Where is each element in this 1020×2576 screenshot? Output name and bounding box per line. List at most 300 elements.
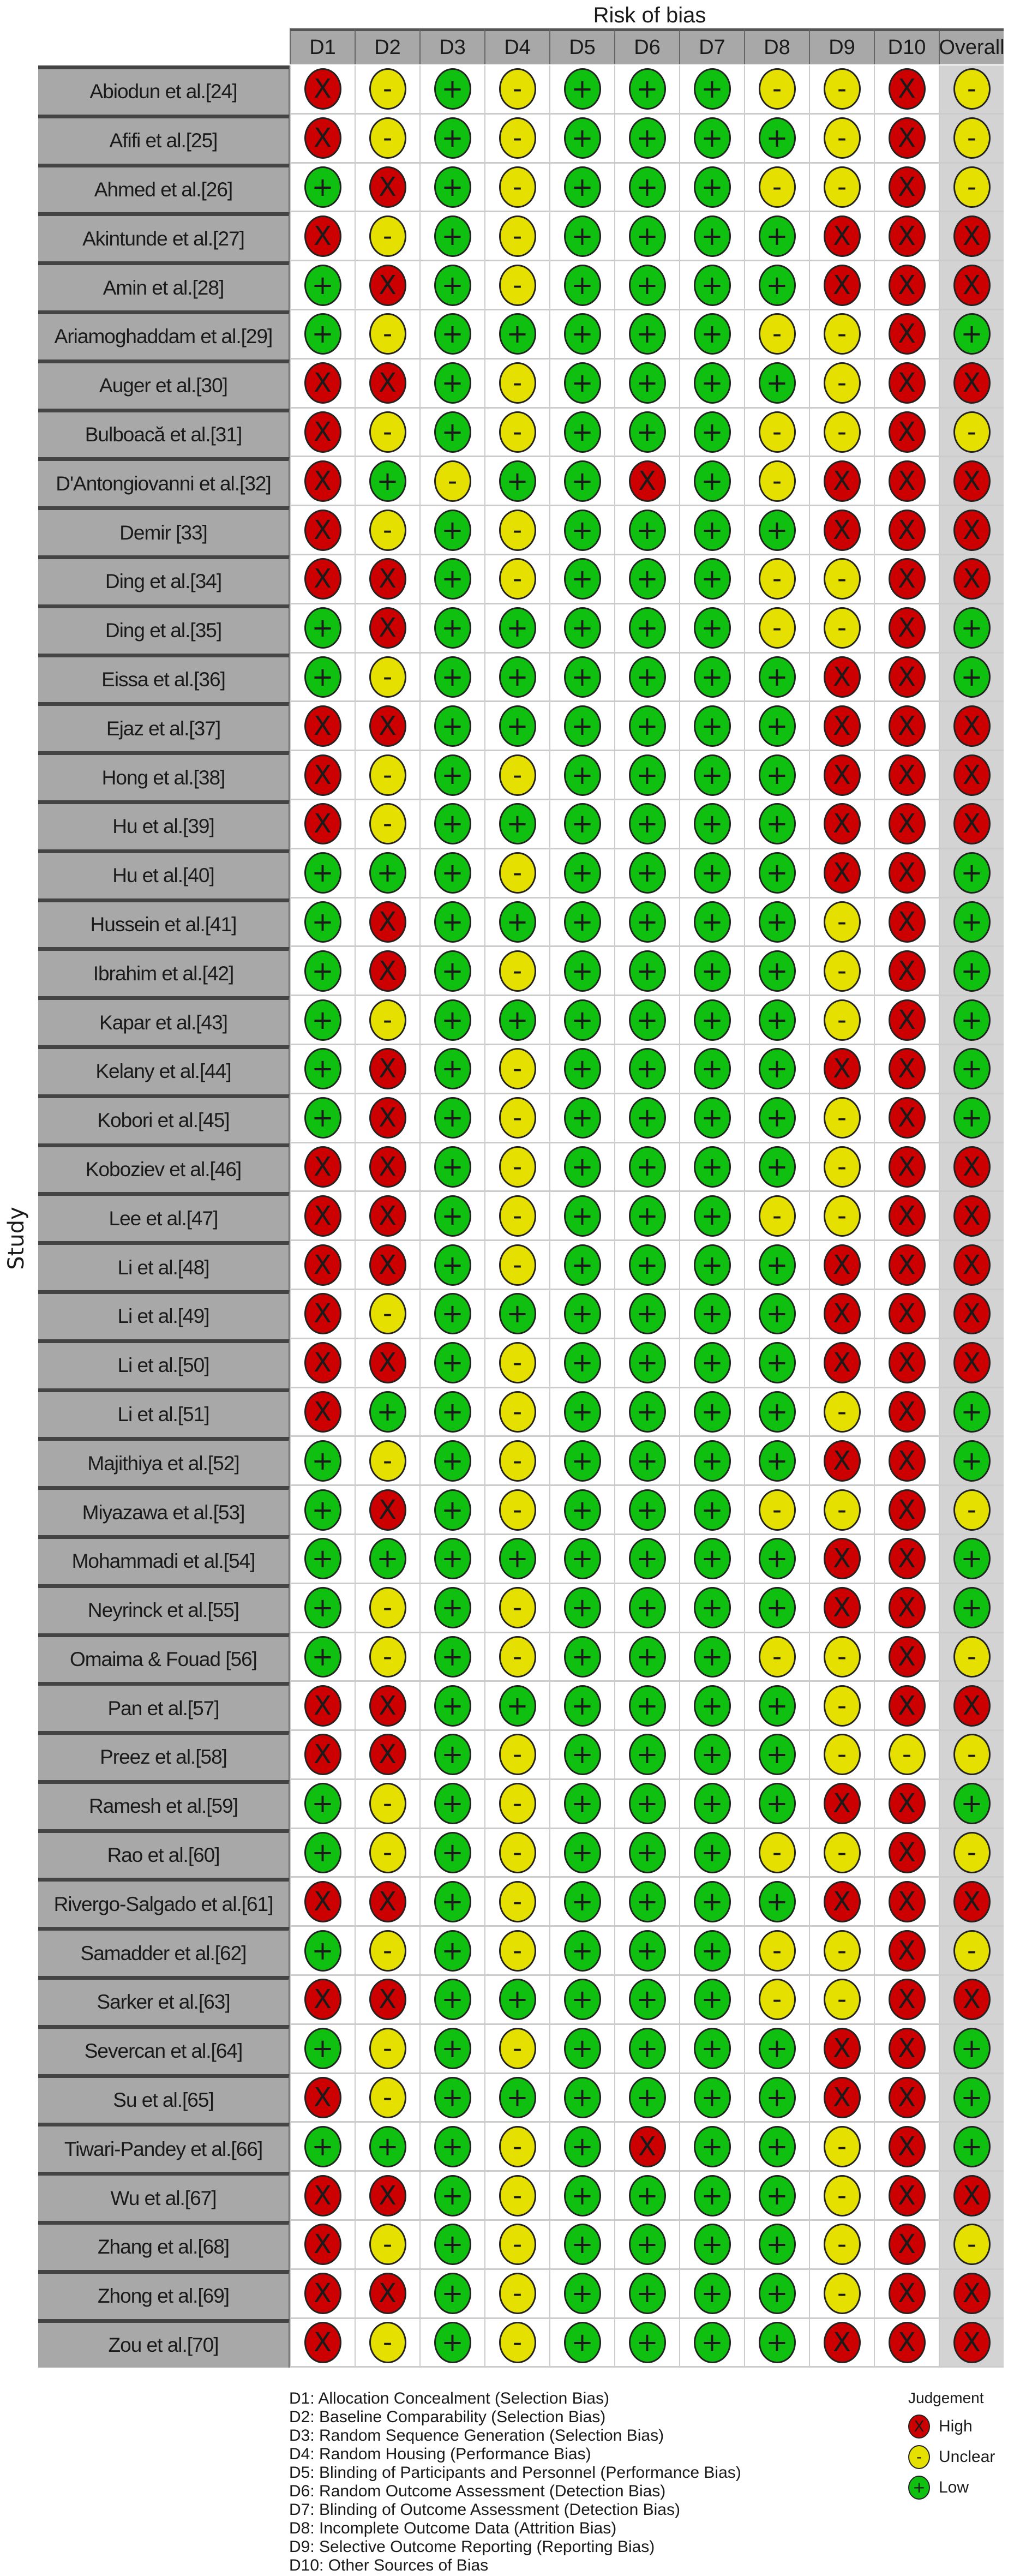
judgement-cell <box>809 1437 874 1486</box>
high-risk-icon: X <box>369 705 406 747</box>
judgement-cell <box>679 702 744 751</box>
judgement-cell <box>355 2319 419 2368</box>
column-header-d4: D4 <box>484 28 549 64</box>
judgement-cell <box>679 1045 744 1094</box>
judgement-cell <box>874 1388 939 1437</box>
judgement-legend-item-unclear <box>908 2445 995 2469</box>
study-row <box>38 555 1004 604</box>
judgement-cell <box>874 1192 939 1241</box>
judgement-cell <box>355 2172 419 2221</box>
judgement-cell <box>809 1045 874 1094</box>
judgement-cell <box>874 115 939 164</box>
low-risk-icon: + <box>629 901 666 943</box>
judgement-cell <box>290 1878 355 1927</box>
low-risk-icon: + <box>759 1685 796 1727</box>
low-risk-icon: + <box>434 1391 471 1433</box>
judgement-cell <box>290 1731 355 1780</box>
low-risk-icon: + <box>759 215 796 257</box>
judgement-cell <box>549 1486 614 1535</box>
domain-legend-item: D6: Random Outcome Assessment (Detection Bias) <box>289 2482 666 2500</box>
low-risk-icon: + <box>434 265 471 306</box>
judgement-cell <box>419 555 484 604</box>
unclear-risk-icon: - <box>499 1489 536 1531</box>
unclear-risk-icon: - <box>499 1146 536 1188</box>
judgement-cell <box>355 1682 419 1731</box>
high-risk-icon: X <box>889 1489 926 1531</box>
judgement-cell <box>290 1094 355 1143</box>
low-risk-icon: + <box>694 460 731 502</box>
judgement-cell <box>419 1927 484 1976</box>
judgement-cell <box>809 1486 874 1535</box>
high-risk-icon: X <box>369 1685 406 1727</box>
unclear-risk-icon: - <box>499 1097 536 1139</box>
judgement-cell <box>419 2172 484 2221</box>
judgement-cell <box>744 1437 809 1486</box>
low-risk-icon: + <box>953 852 991 894</box>
judgement-cell <box>939 849 1004 898</box>
low-risk-icon: + <box>759 1587 796 1628</box>
judgement-cell <box>874 2319 939 2368</box>
unclear-risk-icon: - <box>369 2322 406 2363</box>
unclear-risk-icon: - <box>759 1195 796 1237</box>
low-risk-icon: + <box>629 1293 666 1334</box>
low-risk-icon: + <box>629 1832 666 1873</box>
judgement-cell <box>679 115 744 164</box>
high-risk-icon: X <box>304 2322 341 2363</box>
low-risk-icon: + <box>564 705 601 747</box>
low-risk-icon: + <box>564 2126 601 2167</box>
judgement-cell <box>549 2025 614 2074</box>
judgement-cell <box>874 898 939 948</box>
high-risk-icon: X <box>369 1097 406 1139</box>
judgement-cell <box>874 1927 939 1976</box>
judgement-cell <box>290 604 355 654</box>
judgement-cell <box>744 654 809 703</box>
high-risk-icon: X <box>889 1930 926 1972</box>
judgement-legend-item-low <box>908 2476 995 2500</box>
low-risk-icon: + <box>694 1783 731 1824</box>
study-row <box>38 2270 1004 2319</box>
judgement-cell <box>679 212 744 261</box>
judgement-cell <box>874 702 939 751</box>
high-risk-icon: X <box>889 1293 926 1334</box>
low-risk-icon: + <box>499 901 536 943</box>
high-risk-icon: X <box>824 510 861 551</box>
low-risk-icon: + <box>759 1440 796 1482</box>
judgement-cell <box>355 654 419 703</box>
study-row <box>38 2123 1004 2172</box>
low-risk-icon: + <box>694 1391 731 1433</box>
judgement-cell <box>679 1829 744 1878</box>
study-row <box>38 506 1004 555</box>
unclear-risk-icon: - <box>824 1195 861 1237</box>
judgement-cell <box>939 457 1004 506</box>
judgement-cell <box>290 212 355 261</box>
judgement-cell <box>419 506 484 555</box>
judgement-cell <box>290 2074 355 2123</box>
judgement-cell <box>874 65 939 115</box>
judgement-cell <box>549 212 614 261</box>
high-risk-icon: X <box>889 950 926 992</box>
judgement-cell <box>419 1976 484 2025</box>
judgement-cell <box>809 261 874 310</box>
judgement-cell <box>679 1143 744 1193</box>
judgement-cell <box>679 164 744 213</box>
judgement-cell <box>874 1731 939 1780</box>
study-label: Ramesh et al.[59] <box>38 1780 290 1829</box>
high-risk-icon: X <box>889 1391 926 1433</box>
judgement-cell <box>809 1780 874 1829</box>
study-row <box>38 1731 1004 1780</box>
study-label: Miyazawa et al.[53] <box>38 1486 290 1535</box>
high-risk-icon: X <box>889 607 926 649</box>
low-risk-icon: + <box>759 1734 796 1775</box>
judgement-cell <box>939 2074 1004 2123</box>
judgement-cell <box>549 1143 614 1193</box>
judgement-cell <box>549 457 614 506</box>
unclear-risk-icon: - <box>499 2273 536 2314</box>
judgement-cell <box>874 1584 939 1633</box>
judgement-cell <box>874 1045 939 1094</box>
judgement-cell <box>419 1290 484 1339</box>
judgement-cell <box>744 1339 809 1388</box>
low-risk-icon: + <box>694 265 731 306</box>
low-risk-icon: + <box>759 2273 796 2314</box>
judgement-cell <box>614 1780 679 1829</box>
unclear-risk-icon: - <box>369 656 406 698</box>
domain-legend-item: D7: Blinding of Outcome Assessment (Detection Bias) <box>289 2501 680 2519</box>
low-risk-icon: + <box>564 411 601 453</box>
low-risk-icon: + <box>564 754 601 796</box>
judgement-cell <box>419 1682 484 1731</box>
domain-legend-item: D9: Selective Outcome Reporting (Reporting Bias) <box>289 2538 655 2556</box>
study-label: Li et al.[49] <box>38 1290 290 1339</box>
low-risk-icon: + <box>434 166 471 208</box>
unclear-risk-icon: - <box>499 1587 536 1628</box>
study-label: Lee et al.[47] <box>38 1192 290 1241</box>
unclear-risk-icon: - <box>499 950 536 992</box>
domain-legend-item: D8: Incomplete Outcome Data (Attrition Bias) <box>289 2519 617 2537</box>
judgement-cell <box>484 1878 549 1927</box>
column-header-d10: D10 <box>874 28 939 64</box>
judgement-cell <box>614 1290 679 1339</box>
high-risk-icon: X <box>953 215 991 257</box>
judgement-cell <box>874 457 939 506</box>
low-risk-icon: + <box>304 313 341 355</box>
study-row <box>38 1927 1004 1976</box>
judgement-cell <box>290 555 355 604</box>
judgement-cell <box>355 2221 419 2270</box>
low-risk-icon: + <box>629 1538 666 1579</box>
judgement-cell <box>614 506 679 555</box>
judgement-cell <box>419 409 484 458</box>
judgement-cell <box>679 506 744 555</box>
low-risk-icon: + <box>694 754 731 796</box>
low-risk-icon: + <box>629 1048 666 1089</box>
judgement-cell <box>355 360 419 409</box>
low-risk-icon: + <box>953 2028 991 2069</box>
low-risk-icon: + <box>759 1146 796 1188</box>
low-risk-icon: + <box>629 999 666 1041</box>
judgement-cell <box>419 751 484 800</box>
high-risk-icon: X <box>889 510 926 551</box>
low-risk-icon: + <box>434 1587 471 1628</box>
study-label: Ibrahim et al.[42] <box>38 947 290 996</box>
study-row <box>38 996 1004 1045</box>
low-risk-icon: + <box>759 754 796 796</box>
judgement-cell <box>355 1486 419 1535</box>
judgement-cell <box>484 1339 549 1388</box>
judgement-cell <box>809 996 874 1045</box>
judgement-cell <box>419 604 484 654</box>
judgement-cell <box>874 1878 939 1927</box>
judgement-legend <box>908 2389 995 2506</box>
judgement-cell <box>679 2319 744 2368</box>
judgement-cell <box>549 947 614 996</box>
judgement-cell <box>355 409 419 458</box>
high-risk-icon: X <box>889 166 926 208</box>
high-risk-icon: X <box>889 1440 926 1482</box>
judgement-cell <box>614 164 679 213</box>
judgement-cell <box>874 1633 939 1682</box>
low-risk-icon: + <box>564 2273 601 2314</box>
judgement-cell <box>614 1829 679 1878</box>
low-risk-icon: + <box>304 1587 341 1628</box>
judgement-cell <box>744 409 809 458</box>
low-risk-icon: + <box>759 1244 796 1286</box>
judgement-cell <box>939 1339 1004 1388</box>
judgement-cell <box>939 1878 1004 1927</box>
low-risk-icon: + <box>304 1048 341 1089</box>
study-row <box>38 1633 1004 1682</box>
high-risk-icon: X <box>889 2028 926 2069</box>
low-risk-icon: + <box>434 1930 471 1972</box>
high-risk-icon: X <box>824 1293 861 1334</box>
study-row <box>38 1339 1004 1388</box>
low-risk-icon: + <box>694 1636 731 1678</box>
low-risk-icon: + <box>759 1048 796 1089</box>
low-risk-icon: + <box>499 2077 536 2118</box>
study-label: Demir [33] <box>38 506 290 555</box>
judgement-cell <box>939 212 1004 261</box>
study-row <box>38 65 1004 115</box>
judgement-cell <box>809 2221 874 2270</box>
low-risk-icon: + <box>564 2224 601 2265</box>
judgement-cell <box>419 1780 484 1829</box>
judgement-cell <box>744 1388 809 1437</box>
judgement-cell <box>290 115 355 164</box>
low-risk-icon: + <box>629 1587 666 1628</box>
unclear-risk-icon: - <box>824 558 861 600</box>
judgement-legend-title: Judgement <box>908 2389 984 2406</box>
unclear-risk-icon: - <box>499 1734 536 1775</box>
judgement-cell <box>484 1535 549 1584</box>
judgement-cell <box>549 1094 614 1143</box>
low-risk-icon: + <box>694 2028 731 2069</box>
high-risk-icon: X <box>369 2175 406 2216</box>
low-risk-icon: + <box>499 607 536 649</box>
judgement-cell <box>484 2123 549 2172</box>
low-risk-icon: + <box>434 1097 471 1139</box>
study-label: Rao et al.[60] <box>38 1829 290 1878</box>
unclear-risk-icon: - <box>499 68 536 110</box>
judgement-cell <box>809 1094 874 1143</box>
judgement-cell <box>419 1045 484 1094</box>
judgement-cell <box>290 1143 355 1193</box>
high-risk-icon: X <box>304 510 341 551</box>
low-risk-icon: + <box>304 1097 341 1139</box>
low-risk-icon: + <box>629 754 666 796</box>
low-risk-icon: + <box>694 852 731 894</box>
judgement-cell <box>809 212 874 261</box>
judgement-cell <box>809 2123 874 2172</box>
high-risk-icon: X <box>824 1538 861 1579</box>
low-risk-icon: + <box>499 1293 536 1334</box>
judgement-cell <box>419 1731 484 1780</box>
judgement-cell <box>744 1780 809 1829</box>
judgement-cell <box>549 1437 614 1486</box>
study-label: Ahmed et al.[26] <box>38 164 290 213</box>
unclear-risk-icon: - <box>824 362 861 404</box>
low-risk-icon: + <box>499 999 536 1041</box>
judgement-cell <box>809 506 874 555</box>
judgement-cell <box>744 65 809 115</box>
low-risk-icon: + <box>694 1587 731 1628</box>
judgement-cell <box>809 898 874 948</box>
judgement-cell <box>355 751 419 800</box>
low-risk-icon: + <box>694 1097 731 1139</box>
judgement-cell <box>939 1780 1004 1829</box>
study-row <box>38 2319 1004 2368</box>
column-header-d2: D2 <box>355 28 419 64</box>
unclear-risk-icon: - <box>369 2028 406 2069</box>
judgement-cell <box>744 751 809 800</box>
judgement-cell <box>290 1682 355 1731</box>
low-risk-icon: + <box>629 950 666 992</box>
low-risk-icon: + <box>564 852 601 894</box>
judgement-cell <box>939 1143 1004 1193</box>
study-row <box>38 1878 1004 1927</box>
judgement-cell <box>939 2270 1004 2319</box>
judgement-cell <box>679 1927 744 1976</box>
study-row <box>38 310 1004 360</box>
judgement-cell <box>549 1780 614 1829</box>
judgement-cell <box>614 1388 679 1437</box>
unclear-risk-icon: - <box>499 852 536 894</box>
judgement-cell <box>549 506 614 555</box>
judgement-cell <box>809 1976 874 2025</box>
judgement-cell <box>290 898 355 948</box>
high-risk-icon: X <box>304 754 341 796</box>
low-risk-icon: + <box>694 117 731 159</box>
judgement-cell <box>419 360 484 409</box>
study-row <box>38 1437 1004 1486</box>
judgement-cell <box>939 164 1004 213</box>
low-risk-icon: + <box>694 1734 731 1775</box>
judgement-cell <box>679 1731 744 1780</box>
high-risk-icon: X <box>824 2028 861 2069</box>
study-label: Auger et al.[30] <box>38 360 290 409</box>
judgement-cell <box>484 654 549 703</box>
judgement-cell <box>744 702 809 751</box>
high-risk-icon: X <box>369 1881 406 1922</box>
judgement-cell <box>874 1780 939 1829</box>
unclear-risk-icon: - <box>499 1930 536 1972</box>
low-risk-icon: + <box>499 656 536 698</box>
high-risk-icon: X <box>304 803 341 844</box>
judgement-cell <box>484 1584 549 1633</box>
unclear-risk-icon: - <box>499 1195 536 1237</box>
judgement-cell <box>355 1731 419 1780</box>
high-risk-icon: X <box>369 362 406 404</box>
judgement-cell <box>874 1143 939 1193</box>
judgement-cell <box>484 115 549 164</box>
low-risk-icon: + <box>629 607 666 649</box>
judgement-cell <box>419 1339 484 1388</box>
low-risk-icon: + <box>629 1244 666 1286</box>
judgement-cell <box>744 1731 809 1780</box>
judgement-cell <box>290 409 355 458</box>
high-risk-icon: X <box>889 901 926 943</box>
judgement-cell <box>939 1192 1004 1241</box>
judgement-cell <box>484 2025 549 2074</box>
judgement-cell <box>355 1388 419 1437</box>
low-risk-icon: + <box>499 1538 536 1579</box>
high-risk-icon: X <box>953 558 991 600</box>
column-header-d5: D5 <box>549 28 614 64</box>
study-row <box>38 947 1004 996</box>
judgement-cell <box>484 1388 549 1437</box>
low-risk-icon: + <box>564 1587 601 1628</box>
high-risk-icon: X <box>824 1244 861 1286</box>
low-risk-icon: + <box>564 1783 601 1824</box>
judgement-cell <box>484 898 549 948</box>
judgement-cell <box>874 1829 939 1878</box>
judgement-cell <box>744 2270 809 2319</box>
judgement-cell <box>744 1094 809 1143</box>
high-risk-icon: X <box>908 2415 930 2439</box>
low-risk-icon: + <box>629 1146 666 1188</box>
judgement-cell <box>549 1535 614 1584</box>
judgement-cell <box>614 1927 679 1976</box>
high-risk-icon: X <box>304 215 341 257</box>
domain-legend-item: D3: Random Sequence Generation (Selection Bias) <box>289 2427 664 2445</box>
high-risk-icon: X <box>304 411 341 453</box>
judgement-cell <box>939 1290 1004 1339</box>
judgement-cell <box>939 1633 1004 1682</box>
low-risk-icon: + <box>564 1391 601 1433</box>
judgement-legend-item-high <box>908 2415 995 2439</box>
low-risk-icon: + <box>694 1979 731 2020</box>
low-risk-icon: + <box>564 1048 601 1089</box>
judgement-cell <box>874 1535 939 1584</box>
low-risk-icon: + <box>304 265 341 306</box>
judgement-cell <box>549 2270 614 2319</box>
low-risk-icon: + <box>759 265 796 306</box>
unclear-risk-icon: - <box>953 166 991 208</box>
judgement-cell <box>419 1143 484 1193</box>
judgement-cell <box>614 1437 679 1486</box>
study-label: Samadder et al.[62] <box>38 1927 290 1976</box>
low-risk-icon: + <box>629 2224 666 2265</box>
low-risk-icon: + <box>759 901 796 943</box>
judgement-cell <box>290 65 355 115</box>
high-risk-icon: X <box>369 1048 406 1089</box>
judgement-cell <box>744 1878 809 1927</box>
column-header-row <box>290 28 1004 64</box>
low-risk-icon: + <box>694 1538 731 1579</box>
judgement-cell <box>355 898 419 948</box>
